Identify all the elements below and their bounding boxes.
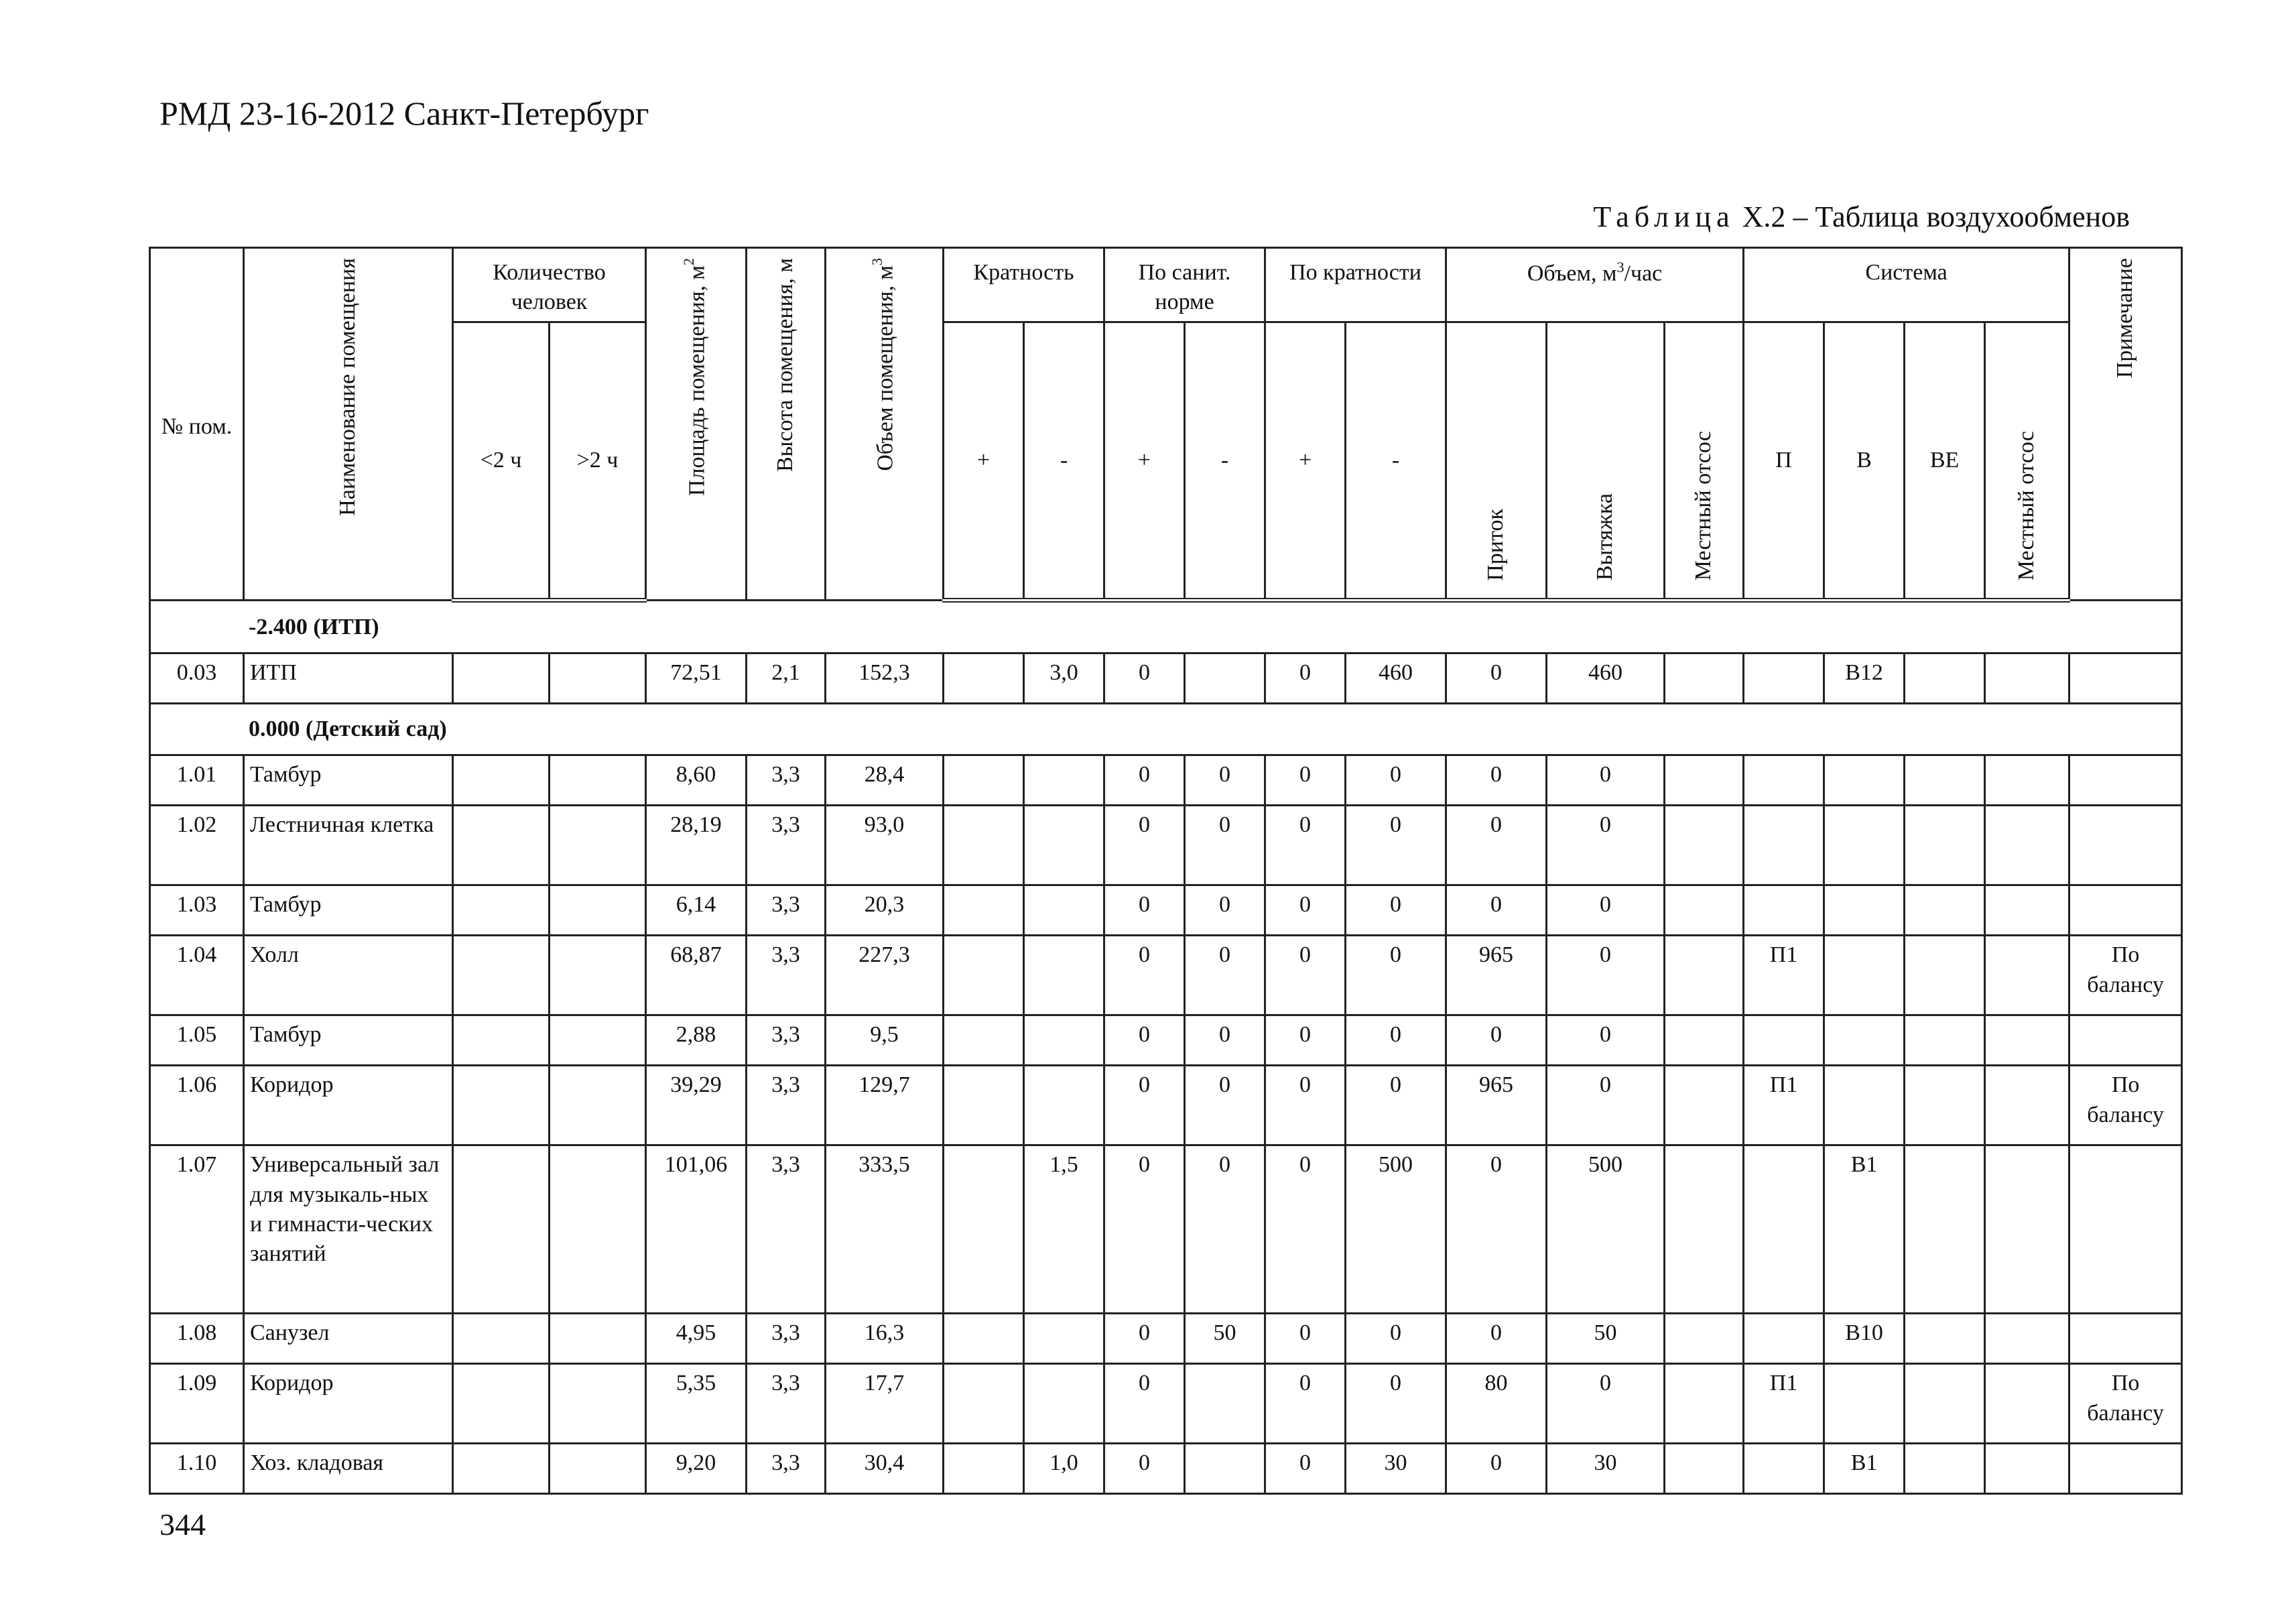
cell-volume: 152,3 — [826, 653, 944, 704]
cell-rate-minus — [1024, 936, 1104, 1015]
cell-height: 3,3 — [747, 755, 826, 806]
table-row — [150, 936, 2182, 1015]
cell-people-lt2 — [453, 1066, 550, 1145]
cell-sanit-minus — [1185, 1364, 1265, 1444]
cell-note — [2069, 806, 2182, 885]
col-sys-p: П — [1744, 322, 1824, 601]
cell-num: 1.02 — [150, 806, 244, 885]
cell-people-lt2 — [453, 1314, 550, 1364]
air-exchange-table — [149, 247, 2183, 1495]
cell-sanit-minus: 50 — [1185, 1314, 1265, 1364]
cell-sys-local — [1985, 1066, 2069, 1145]
cell-rate-plus — [944, 1314, 1024, 1364]
cell-local — [1665, 1314, 1744, 1364]
cell-rate-plus — [944, 885, 1024, 936]
table-row — [150, 1364, 2182, 1444]
col-volume-text: Объем помещения, м — [873, 265, 898, 471]
cell-local — [1665, 653, 1744, 704]
cell-exhaust: 0 — [1547, 806, 1665, 885]
cell-sanit-minus: 0 — [1185, 755, 1265, 806]
cell-sanit-minus: 0 — [1185, 936, 1265, 1015]
document-header: РМД 23-16-2012 Санкт-Петербург — [160, 95, 649, 132]
cell-exhaust: 0 — [1547, 885, 1665, 936]
cell-sanit-plus: 0 — [1104, 1066, 1185, 1145]
cell-name: Тамбур — [244, 1015, 453, 1066]
cell-rate-minus: 3,0 — [1024, 653, 1104, 704]
cell-byrate-minus: 0 — [1346, 1364, 1446, 1444]
cell-people-gt2 — [550, 1015, 646, 1066]
cell-sys-ve — [1905, 1066, 1985, 1145]
table-caption — [1593, 200, 2130, 234]
cell-supply: 0 — [1446, 1015, 1547, 1066]
cell-name: Лестничная клетка — [244, 806, 453, 885]
cell-height: 3,3 — [747, 1145, 826, 1314]
cell-area: 28,19 — [646, 806, 747, 885]
cell-note: По балансу — [2069, 1066, 2182, 1145]
cell-note — [2069, 1015, 2182, 1066]
cell-supply: 0 — [1446, 653, 1547, 704]
cell-rate-plus — [944, 1066, 1024, 1145]
cell-exhaust: 30 — [1547, 1444, 1665, 1494]
col-height-label: Высота помещения, м — [773, 258, 798, 472]
cell-people-gt2 — [550, 806, 646, 885]
cell-exhaust: 0 — [1547, 755, 1665, 806]
table-body — [150, 601, 2182, 1494]
col-area-text: Площадь помещения, м — [684, 265, 710, 497]
col-volume-header — [826, 248, 944, 601]
cell-sanit-plus: 0 — [1104, 1145, 1185, 1314]
table-caption-title: Х.2 – Таблица воздухообменов — [1734, 200, 2130, 233]
cell-people-lt2 — [453, 936, 550, 1015]
cell-sys-local — [1985, 885, 2069, 936]
cell-sys-local — [1985, 806, 2069, 885]
cell-height: 3,3 — [747, 1314, 826, 1364]
cell-byrate-minus: 0 — [1346, 1314, 1446, 1364]
col-rate-plus: + — [944, 322, 1024, 601]
cell-exhaust: 460 — [1547, 653, 1665, 704]
cell-sys-local — [1985, 1015, 2069, 1066]
cell-people-gt2 — [550, 755, 646, 806]
cell-note: По балансу — [2069, 936, 2182, 1015]
cell-sys-v: В10 — [1824, 1314, 1905, 1364]
col-volume-sup: 3 — [869, 258, 886, 265]
cell-byrate-minus: 500 — [1346, 1145, 1446, 1314]
cell-volume: 17,7 — [826, 1364, 944, 1444]
cell-byrate-minus: 460 — [1346, 653, 1446, 704]
cell-height: 3,3 — [747, 1444, 826, 1494]
cell-sanit-plus: 0 — [1104, 806, 1185, 885]
cell-volume: 227,3 — [826, 936, 944, 1015]
cell-local — [1665, 885, 1744, 936]
cell-people-lt2 — [453, 885, 550, 936]
cell-name: Санузел — [244, 1314, 453, 1364]
section-row — [150, 704, 2182, 755]
col-sys-local-label: Местный отсос — [2014, 431, 2039, 581]
cell-area: 5,35 — [646, 1364, 747, 1444]
cell-area: 6,14 — [646, 885, 747, 936]
cell-byrate-plus: 0 — [1265, 1145, 1346, 1314]
cell-byrate-plus: 0 — [1265, 653, 1346, 704]
cell-rate-minus — [1024, 1364, 1104, 1444]
cell-sanit-plus: 0 — [1104, 1444, 1185, 1494]
cell-byrate-plus: 0 — [1265, 755, 1346, 806]
cell-name: Универсальный зал для музыкаль-ных и гимнасти-ческих занятий — [244, 1145, 453, 1314]
col-note-header — [2069, 248, 2182, 601]
cell-sys-local — [1985, 936, 2069, 1015]
table-row — [150, 885, 2182, 936]
col-flow-unit: /час — [1624, 261, 1663, 286]
cell-local — [1665, 1015, 1744, 1066]
col-local-label: Местный отсос — [1691, 431, 1716, 581]
cell-people-gt2 — [550, 1444, 646, 1494]
cell-people-lt2 — [453, 755, 550, 806]
cell-sys-p — [1744, 653, 1824, 704]
cell-name: Холл — [244, 936, 453, 1015]
cell-byrate-plus: 0 — [1265, 1314, 1346, 1364]
cell-exhaust: 0 — [1547, 936, 1665, 1015]
col-supply-label: Приток — [1483, 508, 1509, 581]
cell-supply: 965 — [1446, 1066, 1547, 1145]
col-num-header: № пом. — [150, 248, 244, 601]
cell-sys-ve — [1905, 936, 1985, 1015]
cell-sanit-minus: 0 — [1185, 1145, 1265, 1314]
cell-supply: 965 — [1446, 936, 1547, 1015]
cell-height: 3,3 — [747, 885, 826, 936]
cell-byrate-minus: 0 — [1346, 1066, 1446, 1145]
cell-people-lt2 — [453, 1364, 550, 1444]
cell-supply: 0 — [1446, 1145, 1547, 1314]
col-exhaust-header — [1547, 322, 1665, 601]
cell-supply: 80 — [1446, 1364, 1547, 1444]
cell-note — [2069, 1444, 2182, 1494]
page-number: 344 — [160, 1507, 206, 1542]
table-row — [150, 1145, 2182, 1314]
cell-sys-v — [1824, 806, 1905, 885]
cell-sanit-plus: 0 — [1104, 1015, 1185, 1066]
cell-rate-minus: 1,5 — [1024, 1145, 1104, 1314]
cell-volume: 30,4 — [826, 1444, 944, 1494]
cell-supply: 0 — [1446, 1314, 1547, 1364]
col-exhaust-label: Вытяжка — [1592, 493, 1618, 581]
cell-sanit-minus: 0 — [1185, 806, 1265, 885]
cell-sys-ve — [1905, 755, 1985, 806]
cell-sys-ve — [1905, 1314, 1985, 1364]
cell-note — [2069, 755, 2182, 806]
cell-num: 1.08 — [150, 1314, 244, 1364]
cell-sanit-minus: 0 — [1185, 885, 1265, 936]
cell-volume: 129,7 — [826, 1066, 944, 1145]
cell-area: 101,06 — [646, 1145, 747, 1314]
cell-num: 1.05 — [150, 1015, 244, 1066]
cell-exhaust: 0 — [1547, 1015, 1665, 1066]
cell-num: 0.03 — [150, 653, 244, 704]
cell-num: 1.06 — [150, 1066, 244, 1145]
cell-rate-plus — [944, 1444, 1024, 1494]
col-system-header: Система — [1744, 248, 2069, 322]
col-flow-header — [1446, 248, 1744, 322]
cell-sanit-plus: 0 — [1104, 653, 1185, 704]
cell-rate-plus — [944, 936, 1024, 1015]
cell-rate-minus — [1024, 806, 1104, 885]
cell-height: 3,3 — [747, 806, 826, 885]
cell-byrate-minus: 30 — [1346, 1444, 1446, 1494]
table-caption-prefix: Таблица — [1593, 200, 1735, 233]
cell-note — [2069, 885, 2182, 936]
cell-name: Хоз. кладовая — [244, 1444, 453, 1494]
cell-sys-v: В1 — [1824, 1145, 1905, 1314]
col-area-sup: 2 — [680, 258, 698, 265]
cell-sys-local — [1985, 1364, 2069, 1444]
cell-byrate-plus: 0 — [1265, 1364, 1346, 1444]
cell-sys-ve — [1905, 1145, 1985, 1314]
cell-sys-ve — [1905, 1364, 1985, 1444]
cell-byrate-plus: 0 — [1265, 1015, 1346, 1066]
cell-num: 1.10 — [150, 1444, 244, 1494]
cell-sys-v — [1824, 1364, 1905, 1444]
cell-rate-minus — [1024, 1314, 1104, 1364]
cell-byrate-minus: 0 — [1346, 755, 1446, 806]
cell-local — [1665, 936, 1744, 1015]
cell-sys-local — [1985, 1314, 2069, 1364]
cell-rate-plus — [944, 1015, 1024, 1066]
table-row — [150, 806, 2182, 885]
cell-area: 39,29 — [646, 1066, 747, 1145]
col-sys-v: В — [1824, 322, 1905, 601]
cell-height: 3,3 — [747, 1364, 826, 1444]
cell-volume: 93,0 — [826, 806, 944, 885]
cell-byrate-plus: 0 — [1265, 885, 1346, 936]
cell-people-gt2 — [550, 1364, 646, 1444]
cell-rate-plus — [944, 653, 1024, 704]
cell-name: ИТП — [244, 653, 453, 704]
section-title: -2.400 (ИТП) — [150, 601, 2182, 653]
cell-sanit-minus: 0 — [1185, 1015, 1265, 1066]
col-byrate-header: По кратности — [1265, 248, 1446, 322]
cell-rate-plus — [944, 1145, 1024, 1314]
cell-supply: 0 — [1446, 1444, 1547, 1494]
cell-sys-local — [1985, 1444, 2069, 1494]
cell-rate-plus — [944, 755, 1024, 806]
col-rate-header: Кратность — [944, 248, 1104, 322]
col-byrate-plus: + — [1265, 322, 1346, 601]
section-title: 0.000 (Детский сад) — [150, 704, 2182, 755]
cell-local — [1665, 1364, 1744, 1444]
cell-sys-p — [1744, 1145, 1824, 1314]
cell-sys-ve — [1905, 653, 1985, 704]
cell-exhaust: 0 — [1547, 1364, 1665, 1444]
cell-exhaust: 0 — [1547, 1066, 1665, 1145]
cell-sys-v — [1824, 885, 1905, 936]
cell-volume: 333,5 — [826, 1145, 944, 1314]
cell-people-lt2 — [453, 653, 550, 704]
table-row — [150, 1314, 2182, 1364]
cell-rate-minus — [1024, 1015, 1104, 1066]
cell-height: 3,3 — [747, 1066, 826, 1145]
cell-note — [2069, 1314, 2182, 1364]
cell-people-gt2 — [550, 1066, 646, 1145]
cell-sys-p: П1 — [1744, 936, 1824, 1015]
col-people-lt2: <2 ч — [453, 322, 550, 601]
cell-sys-p — [1744, 755, 1824, 806]
cell-local — [1665, 1444, 1744, 1494]
cell-volume: 9,5 — [826, 1015, 944, 1066]
cell-area: 4,95 — [646, 1314, 747, 1364]
col-local-header — [1665, 322, 1744, 601]
cell-people-lt2 — [453, 1015, 550, 1066]
col-sys-local-header — [1985, 322, 2069, 601]
col-byrate-minus: - — [1346, 322, 1446, 601]
cell-sys-ve — [1905, 885, 1985, 936]
cell-people-gt2 — [550, 1314, 646, 1364]
cell-area: 9,20 — [646, 1444, 747, 1494]
cell-name: Тамбур — [244, 885, 453, 936]
cell-sys-local — [1985, 755, 2069, 806]
cell-rate-minus: 1,0 — [1024, 1444, 1104, 1494]
cell-local — [1665, 1145, 1744, 1314]
cell-people-gt2 — [550, 936, 646, 1015]
cell-byrate-plus: 0 — [1265, 1444, 1346, 1494]
col-height-header — [747, 248, 826, 601]
cell-byrate-minus: 0 — [1346, 936, 1446, 1015]
cell-sys-v — [1824, 936, 1905, 1015]
col-sanit-minus: - — [1185, 322, 1265, 601]
cell-byrate-plus: 0 — [1265, 806, 1346, 885]
table-row — [150, 1066, 2182, 1145]
col-people-gt2: >2 ч — [550, 322, 646, 601]
cell-exhaust: 50 — [1547, 1314, 1665, 1364]
cell-num: 1.09 — [150, 1364, 244, 1444]
cell-sys-p: П1 — [1744, 1364, 1824, 1444]
cell-sys-ve — [1905, 1015, 1985, 1066]
cell-people-lt2 — [453, 1444, 550, 1494]
cell-people-lt2 — [453, 806, 550, 885]
cell-sanit-plus: 0 — [1104, 755, 1185, 806]
cell-num: 1.04 — [150, 936, 244, 1015]
col-people-header: Количество человек — [453, 248, 646, 322]
cell-sanit-minus: 0 — [1185, 1066, 1265, 1145]
cell-num: 1.03 — [150, 885, 244, 936]
cell-sanit-plus: 0 — [1104, 885, 1185, 936]
cell-name: Тамбур — [244, 755, 453, 806]
cell-sys-v: В1 — [1824, 1444, 1905, 1494]
cell-people-gt2 — [550, 885, 646, 936]
cell-note: По балансу — [2069, 1364, 2182, 1444]
cell-people-lt2 — [453, 1145, 550, 1314]
table-row — [150, 1015, 2182, 1066]
cell-sys-p — [1744, 885, 1824, 936]
cell-sanit-plus: 0 — [1104, 936, 1185, 1015]
cell-height: 2,1 — [747, 653, 826, 704]
cell-people-gt2 — [550, 653, 646, 704]
cell-sys-v: В12 — [1824, 653, 1905, 704]
cell-volume: 16,3 — [826, 1314, 944, 1364]
cell-exhaust: 500 — [1547, 1145, 1665, 1314]
cell-supply: 0 — [1446, 755, 1547, 806]
cell-num: 1.07 — [150, 1145, 244, 1314]
cell-people-gt2 — [550, 1145, 646, 1314]
cell-supply: 0 — [1446, 806, 1547, 885]
cell-rate-minus — [1024, 755, 1104, 806]
cell-height: 3,3 — [747, 936, 826, 1015]
col-name-header — [244, 248, 453, 601]
cell-volume: 28,4 — [826, 755, 944, 806]
col-flow-text: Объем, м — [1527, 261, 1617, 286]
cell-volume: 20,3 — [826, 885, 944, 936]
cell-area: 72,51 — [646, 653, 747, 704]
col-supply-header — [1446, 322, 1547, 601]
cell-byrate-minus: 0 — [1346, 1015, 1446, 1066]
cell-sys-v — [1824, 1015, 1905, 1066]
cell-sys-v — [1824, 755, 1905, 806]
cell-local — [1665, 755, 1744, 806]
col-area-header — [646, 248, 747, 601]
table-row — [150, 1444, 2182, 1494]
cell-sys-local — [1985, 1145, 2069, 1314]
cell-byrate-plus: 0 — [1265, 936, 1346, 1015]
cell-byrate-minus: 0 — [1346, 885, 1446, 936]
cell-sys-p — [1744, 806, 1824, 885]
cell-supply: 0 — [1446, 885, 1547, 936]
col-rate-minus: - — [1024, 322, 1104, 601]
cell-rate-minus — [1024, 885, 1104, 936]
col-sanit-header: По санит. норме — [1104, 248, 1265, 322]
cell-sanit-minus — [1185, 653, 1265, 704]
cell-area: 8,60 — [646, 755, 747, 806]
cell-height: 3,3 — [747, 1015, 826, 1066]
cell-note — [2069, 653, 2182, 704]
cell-sys-p — [1744, 1015, 1824, 1066]
cell-sys-p — [1744, 1314, 1824, 1364]
cell-sanit-plus: 0 — [1104, 1364, 1185, 1444]
cell-name: Коридор — [244, 1066, 453, 1145]
table-row — [150, 755, 2182, 806]
cell-note — [2069, 1145, 2182, 1314]
col-sys-ve: ВЕ — [1905, 322, 1985, 601]
col-flow-sup: 3 — [1616, 259, 1624, 275]
section-row — [150, 601, 2182, 653]
col-volume-label — [869, 258, 899, 471]
cell-area: 2,88 — [646, 1015, 747, 1066]
cell-sys-ve — [1905, 806, 1985, 885]
cell-sanit-minus — [1185, 1444, 1265, 1494]
cell-sys-p: П1 — [1744, 1066, 1824, 1145]
cell-sys-p — [1744, 1444, 1824, 1494]
cell-sys-ve — [1905, 1444, 1985, 1494]
col-area-label — [680, 258, 711, 496]
col-name-label: Наименование помещения — [335, 258, 361, 516]
cell-byrate-plus: 0 — [1265, 1066, 1346, 1145]
cell-sys-local — [1985, 653, 2069, 704]
cell-byrate-minus: 0 — [1346, 806, 1446, 885]
cell-rate-plus — [944, 1364, 1024, 1444]
cell-local — [1665, 1066, 1744, 1145]
cell-sys-v — [1824, 1066, 1905, 1145]
col-note-label: Примечание — [2112, 258, 2138, 379]
cell-sanit-plus: 0 — [1104, 1314, 1185, 1364]
cell-name: Коридор — [244, 1364, 453, 1444]
col-sanit-plus: + — [1104, 322, 1185, 601]
table-row — [150, 653, 2182, 704]
cell-area: 68,87 — [646, 936, 747, 1015]
cell-num: 1.01 — [150, 755, 244, 806]
cell-rate-plus — [944, 806, 1024, 885]
cell-rate-minus — [1024, 1066, 1104, 1145]
cell-local — [1665, 806, 1744, 885]
